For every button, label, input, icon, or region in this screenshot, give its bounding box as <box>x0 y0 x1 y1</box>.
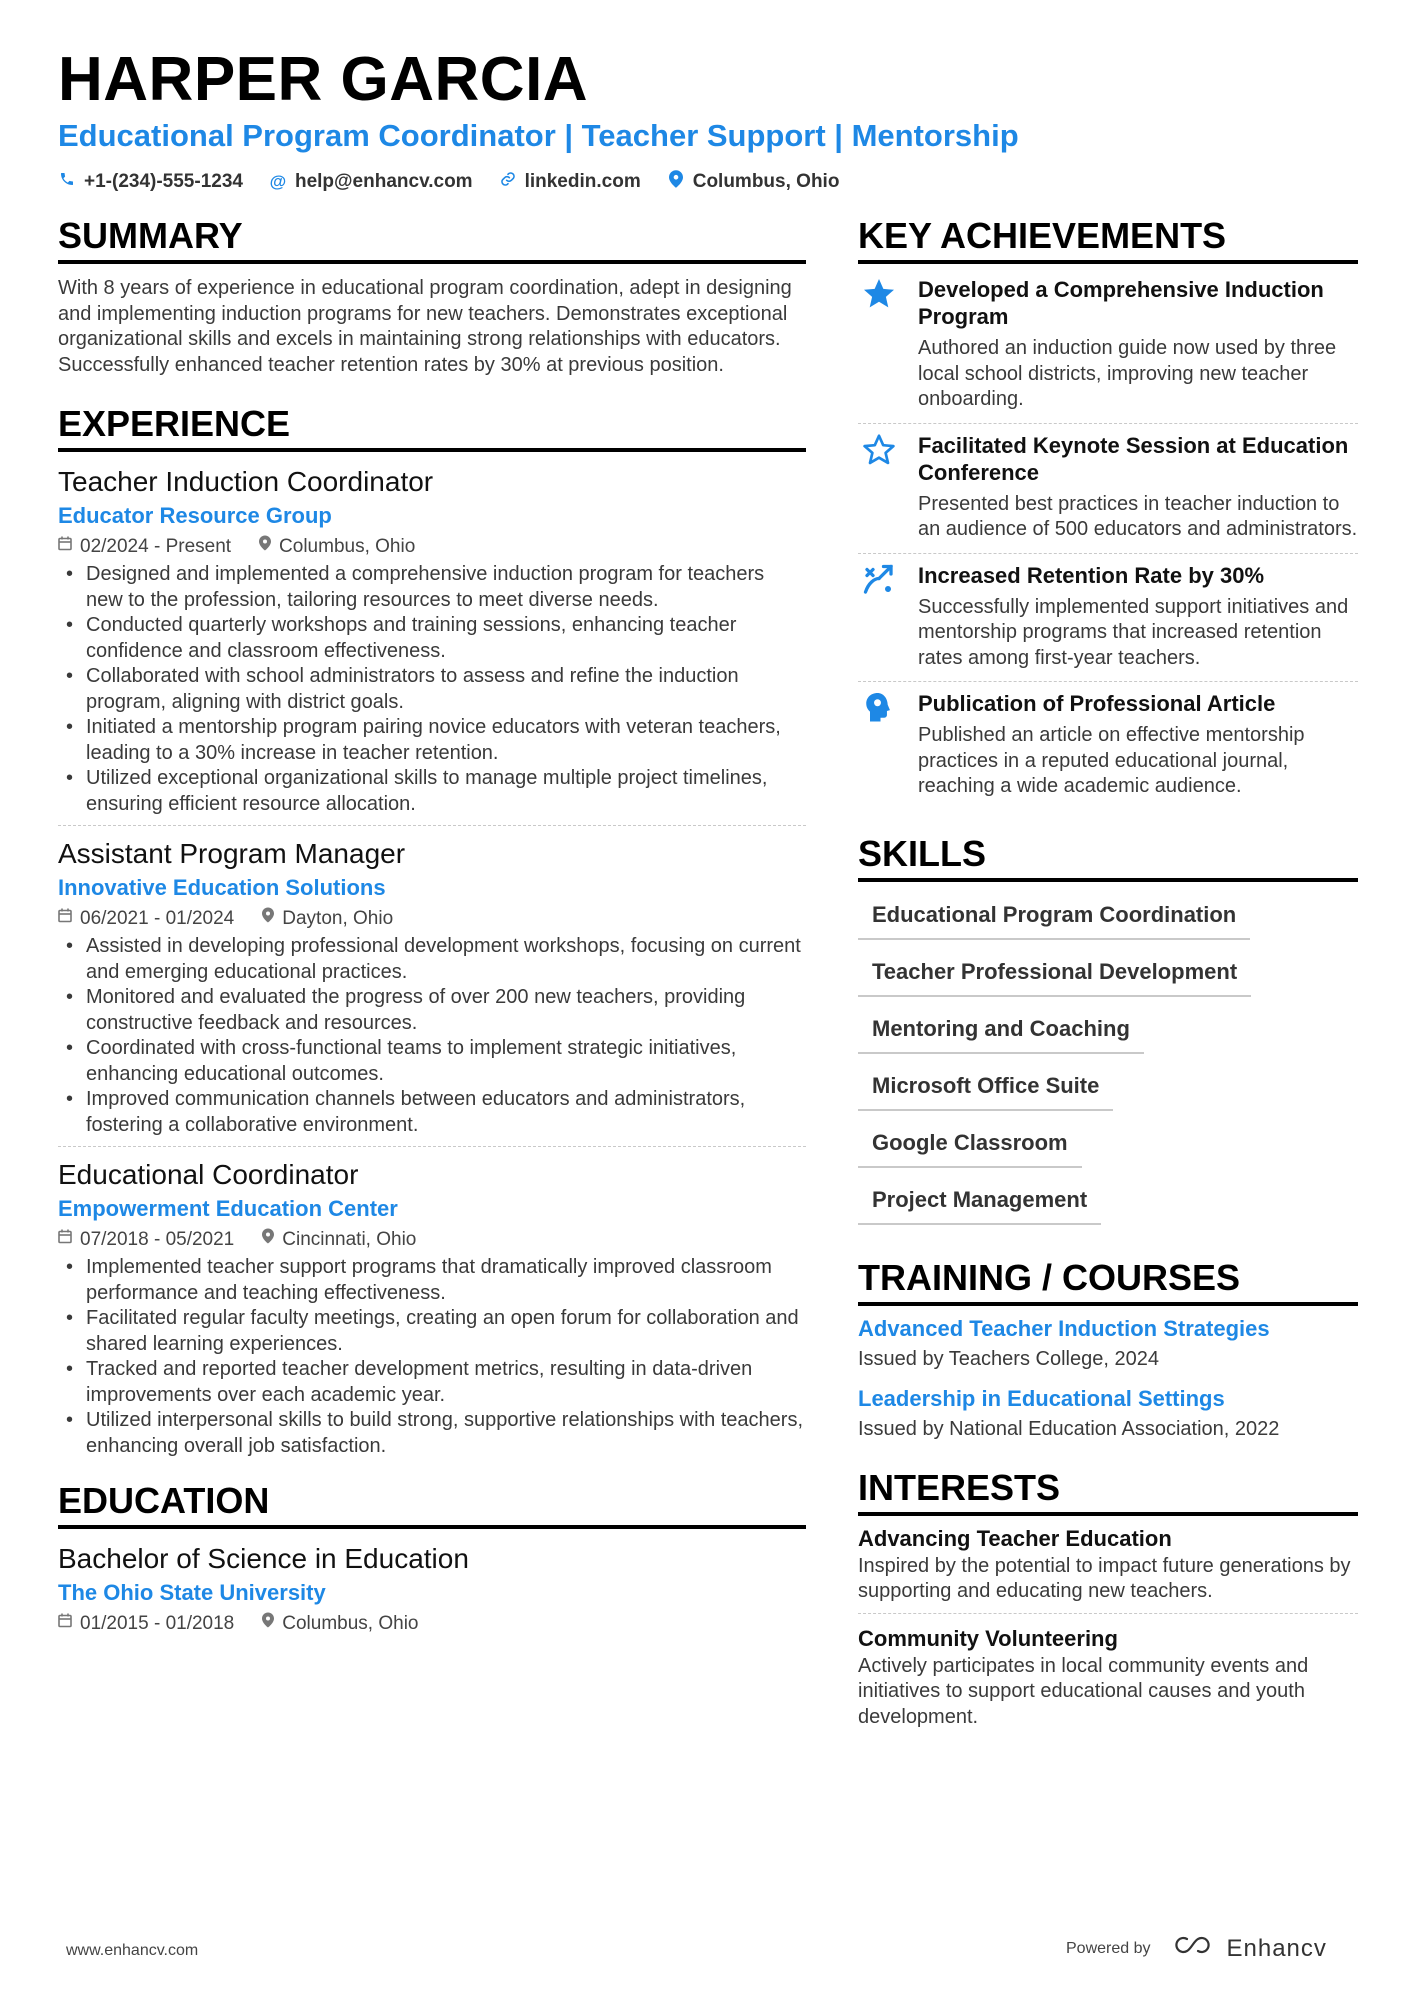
star-outline-icon <box>858 432 900 543</box>
skills-list <box>858 896 1358 1238</box>
location-pin-icon <box>262 1225 274 1255</box>
job-bullets <box>58 1255 806 1459</box>
job-entry <box>58 464 806 826</box>
achievement-body <box>918 432 1358 543</box>
linkedin-text: linkedin.com <box>524 170 641 192</box>
contact-bar <box>58 170 839 193</box>
education-meta <box>58 1609 806 1639</box>
education-section <box>58 1479 806 1639</box>
job-bullet: • Monitored and evaluated the progress of over 200 new teachers, providing constructive feedback and resources. <box>58 985 806 1036</box>
contact-location <box>667 170 840 193</box>
enhancv-logo-icon <box>1173 1934 1217 1963</box>
contact-email[interactable] <box>269 170 473 193</box>
training-section <box>858 1256 1358 1444</box>
skill-tag: Mentoring and Coaching <box>858 1010 1144 1054</box>
location-text: Columbus, Ohio <box>692 170 840 192</box>
achievements-heading: KEY ACHIEVEMENTS <box>858 214 1358 264</box>
course-issuer: Issued by National Education Association, 2022 <box>858 1417 1280 1440</box>
job-bullet: • Utilized interpersonal skills to build strong, supportive relationships with teachers, enhancing overall job satisfaction. <box>58 1408 806 1459</box>
job-location <box>259 532 415 562</box>
job-dates-text: 07/2018 - 05/2021 <box>80 1229 235 1250</box>
email-text: help@enhancv.com <box>294 170 473 192</box>
achievement-desc: Successfully implemented support initiatives and mentorship programs that increased retention rates among first-year teachers. <box>918 595 1349 669</box>
candidate-tagline: Educational Program Coordinator | Teacher Support | Mentorship <box>58 118 1019 153</box>
link-icon <box>499 171 517 192</box>
at-icon: @ <box>269 171 287 191</box>
job-dates <box>58 904 234 934</box>
education-dates <box>58 1609 234 1639</box>
achievement-title: Facilitated Keynote Session at Education Conference <box>918 432 1349 485</box>
job-title: Teacher Induction Coordinator <box>58 466 434 497</box>
contact-phone[interactable] <box>58 170 243 193</box>
job-bullet: • Conducted quarterly workshops and training sessions, enhancing teacher confidence and classroom effectiveness. <box>58 613 806 664</box>
calendar-icon <box>58 904 72 934</box>
job-company: Innovative Education Solutions <box>58 875 386 900</box>
job-bullet: • Assisted in developing professional development workshops, focusing on current and emerging educational practices. <box>58 934 806 985</box>
brand-logo[interactable] <box>1173 1934 1327 1963</box>
powered-by-label: Powered by <box>1066 1939 1151 1957</box>
achievement-body <box>918 276 1358 413</box>
star-filled-icon <box>858 276 900 413</box>
job-location-text: Dayton, Ohio <box>282 908 394 929</box>
education-degree: Bachelor of Science in Education <box>58 1543 469 1574</box>
location-pin-icon <box>259 532 271 562</box>
phone-text: +1-(234)-555-1234 <box>84 170 243 192</box>
job-location <box>262 904 393 934</box>
job-company: Educator Resource Group <box>58 503 332 528</box>
achievement-desc: Presented best practices in teacher induction to an audience of 500 educators and administrators. <box>918 492 1358 540</box>
job-bullet: • Designed and implemented a comprehensive induction program for teachers new to the profession, tailoring resources to meet diverse needs. <box>58 562 806 613</box>
skills-heading: SKILLS <box>858 832 1358 882</box>
job-entry <box>58 1157 806 1467</box>
achievement-item <box>858 682 1358 810</box>
interest-desc: Actively participates in local community events and initiatives to support educational causes and youth development. <box>858 1654 1309 1728</box>
achievement-item <box>858 268 1358 424</box>
skill-tag: Project Management <box>858 1181 1101 1225</box>
job-bullets <box>58 934 806 1138</box>
interest-title: Advancing Teacher Education <box>858 1525 1172 1551</box>
interests-heading: INTERESTS <box>858 1466 1358 1516</box>
education-location <box>262 1609 418 1639</box>
education-dates-text: 01/2015 - 01/2018 <box>80 1613 235 1634</box>
job-title: Assistant Program Manager <box>58 838 406 869</box>
interests-section <box>858 1466 1358 1739</box>
left-column <box>58 214 806 1639</box>
right-column <box>858 214 1358 1746</box>
job-meta <box>58 904 806 934</box>
calendar-icon <box>58 1225 72 1255</box>
interest-item <box>858 1622 1358 1739</box>
achievement-desc: Authored an induction guide now used by three local school districts, improving new teacher onboarding. <box>918 337 1337 410</box>
location-pin-icon <box>262 1609 274 1639</box>
interest-title: Community Volunteering <box>858 1625 1118 1651</box>
job-dates <box>58 1225 234 1255</box>
job-bullet: • Implemented teacher support programs that dramatically improved classroom performance and teaching effectiveness. <box>58 1255 806 1306</box>
course-item <box>858 1314 1358 1374</box>
course-title: Advanced Teacher Induction Strategies <box>858 1315 1270 1341</box>
summary-text: With 8 years of experience in educational program coordination, adept in designing and implementing induction programs for new teachers. Demonstrates exceptional organizational skills and excels in maintaining strong relationships with educators. Successfully enhanced teacher retention rates by 30% at previous position. <box>58 277 792 376</box>
calendar-icon <box>58 1609 72 1639</box>
job-bullet: • Collaborated with school administrators to assess and refine the induction program, aligning with district goals. <box>58 664 806 715</box>
achievements-section <box>858 214 1358 810</box>
achievement-item <box>858 554 1358 683</box>
job-bullet: • Coordinated with cross-functional teams to implement strategic initiatives, enhancing educational outcomes. <box>58 1036 806 1087</box>
phone-icon <box>58 171 76 192</box>
footer-powered <box>1066 1934 1327 1963</box>
skill-tag: Educational Program Coordination <box>858 896 1250 940</box>
achievement-item <box>858 424 1358 554</box>
achievement-title: Publication of Professional Article <box>918 691 1276 716</box>
skills-section <box>858 832 1358 1238</box>
achievement-title: Developed a Comprehensive Induction Program <box>918 277 1324 329</box>
education-heading: EDUCATION <box>58 1479 806 1529</box>
achievement-body <box>918 562 1358 672</box>
summary-heading: SUMMARY <box>58 214 806 264</box>
achievement-title: Increased Retention Rate by 30% <box>918 562 1265 588</box>
job-company: Empowerment Education Center <box>58 1196 398 1221</box>
job-dates <box>58 532 231 562</box>
job-location-text: Columbus, Ohio <box>279 536 416 557</box>
skill-tag: Teacher Professional Development <box>858 953 1251 997</box>
education-location-text: Columbus, Ohio <box>282 1613 419 1634</box>
experience-heading: EXPERIENCE <box>58 402 806 452</box>
brand-name: Enhancv <box>1226 1934 1327 1962</box>
contact-linkedin[interactable] <box>499 170 641 193</box>
job-bullet: • Initiated a mentorship program pairing novice educators with veteran teachers, leading to a 30% increase in teacher retention. <box>58 715 806 766</box>
interest-item <box>858 1522 1358 1614</box>
job-bullet: • Utilized exceptional organizational skills to manage multiple project timelines, ensuring efficient resource allocation. <box>58 766 806 817</box>
job-bullet: • Facilitated regular faculty meetings, creating an open forum for collaboration and shared learning experiences. <box>58 1306 806 1357</box>
course-item <box>858 1384 1358 1444</box>
job-entry <box>58 836 806 1147</box>
achievement-desc: Published an article on effective mentorship practices in a reputed educational journal, reaching a wide academic audience. <box>918 724 1305 797</box>
location-pin-icon <box>262 904 274 934</box>
job-location <box>262 1225 416 1255</box>
job-bullet: • Improved communication channels between educators and administrators, fostering a collaborative environment. <box>58 1087 806 1138</box>
skill-tag: Google Classroom <box>858 1124 1082 1168</box>
job-bullets <box>58 562 806 817</box>
footer-website[interactable]: www.enhancv.com <box>66 1942 199 1959</box>
job-dates-text: 02/2024 - Present <box>80 536 232 557</box>
head-idea-icon <box>858 690 900 800</box>
job-bullet: • Tracked and reported teacher development metrics, resulting in data-driven improvements over each academic year. <box>58 1357 806 1408</box>
job-dates-text: 06/2021 - 01/2024 <box>80 908 235 929</box>
training-heading: TRAINING / COURSES <box>858 1256 1358 1306</box>
job-title: Educational Coordinator <box>58 1159 359 1190</box>
candidate-name: HARPER GARCIA <box>58 45 589 114</box>
interest-desc: Inspired by the potential to impact future generations by supporting and educating new teachers. <box>858 1554 1351 1602</box>
growth-arrow-icon <box>858 562 900 672</box>
achievement-body <box>918 690 1358 800</box>
course-title: Leadership in Educational Settings <box>858 1385 1225 1411</box>
course-issuer: Issued by Teachers College, 2024 <box>858 1347 1159 1370</box>
calendar-icon <box>58 532 72 562</box>
summary-section <box>58 214 806 378</box>
experience-section <box>58 402 806 1467</box>
education-school: The Ohio State University <box>58 1580 326 1605</box>
location-pin-icon <box>667 170 685 193</box>
skill-tag: Microsoft Office Suite <box>858 1067 1113 1111</box>
job-location-text: Cincinnati, Ohio <box>282 1229 417 1250</box>
job-meta <box>58 1225 806 1255</box>
job-meta <box>58 532 806 562</box>
